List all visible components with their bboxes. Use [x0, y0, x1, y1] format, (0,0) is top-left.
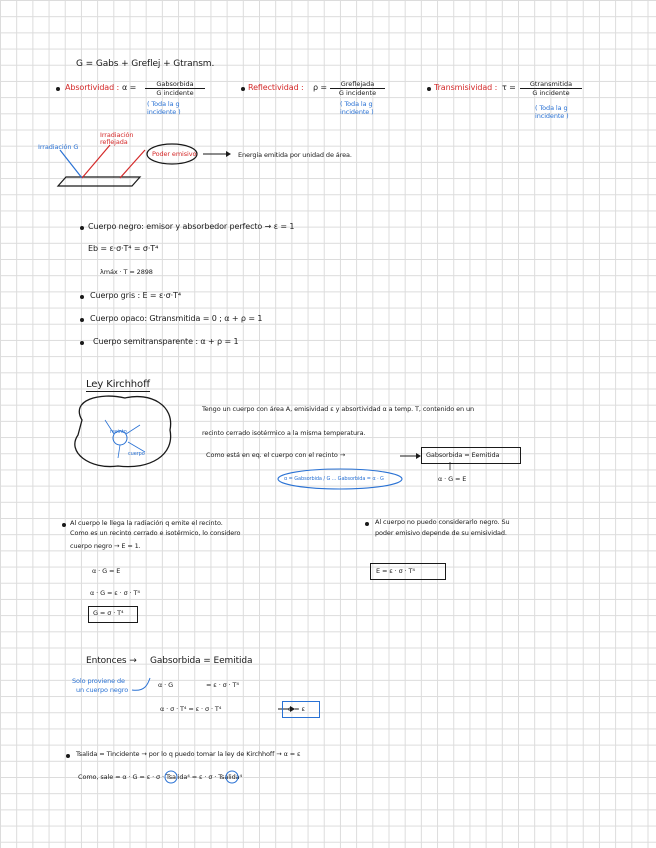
left-block-eq1: α · G = E — [92, 567, 121, 575]
energia-text: Energía emitida por unidad de área. — [238, 151, 352, 159]
transmisividad-symbol: τ = — [502, 83, 516, 92]
transmisividad-label: Transmisividad : — [434, 83, 498, 92]
eb-equation: Eb = ε·σ·T⁴ = σ·T⁴ — [88, 244, 159, 253]
reflectividad-note: ( Toda la g incidente ) — [340, 100, 374, 116]
final-line2: Como, sale = α · G = ε · σ · Tsalida⁴ = ε · σ · Tsalida⁴ — [78, 773, 243, 781]
kirchhoff-title: Ley Kirchhoff — [86, 379, 150, 390]
kirchhoff-box-equation: Gabsorbida = Eemitida — [426, 451, 500, 459]
right-block-line1: Al cuerpo no puedo considerarlo negro. Su — [375, 518, 510, 526]
entonces-eq1-left: α · G — [158, 681, 174, 689]
reflectividad-symbol: ρ = — [313, 83, 328, 92]
kirchhoff-para3: Como está en eq. el cuerpo con el recinto → — [206, 451, 346, 459]
cuerpo-label: cuerpo — [128, 451, 145, 457]
left-block-line1: Al cuerpo le llega la radiación q emite el recinto. — [70, 519, 223, 527]
transmisividad-note: ( Toda la g incidente ) — [535, 104, 569, 120]
right-block-eq: E = ε · σ · T⁴ — [376, 567, 415, 575]
left-block-line3: cuerpo negro → E = 1. — [70, 542, 141, 550]
entonces-eq-head: Gabsorbida = Eemitida — [150, 656, 253, 666]
transmisividad-numerator: Gtransmitida — [520, 80, 582, 89]
entonces-blue-note2: un cuerpo negro — [76, 686, 129, 694]
cuerpo-opaco-line: Cuerpo opaco: Gtransmitida = 0 ; α + ρ = 1 — [90, 314, 263, 323]
absortividad-label: Absortividad : — [65, 83, 120, 92]
reflected-label: Irradiación reflejada — [100, 131, 134, 146]
entonces-head: Entonces → — [86, 656, 137, 666]
right-block-line2: poder emisivo depende de su emisividad. — [375, 529, 507, 537]
left-block-eq3: G = σ · T⁴ — [93, 609, 124, 617]
irradiacion-label: Irradiación G — [38, 143, 79, 151]
recinto-label: recinto — [110, 429, 127, 435]
reflectividad-numerator: Greflejada — [330, 80, 385, 89]
entonces-eq2: α · σ · T⁴ = ε · σ · T⁴ — [160, 705, 222, 713]
cuerpo-semitransparente-line: Cuerpo semitransparente : α + ρ = 1 — [93, 337, 239, 346]
entonces-blue-note1: Solo proviene de — [72, 677, 125, 685]
reflectividad-denominator: G incidente — [338, 89, 377, 97]
left-block-line2: Como es un recinto cerrado e isotérmico, lo considero — [70, 529, 241, 537]
cuerpo-negro-line: Cuerpo negro: emisor y absorbedor perfecto → ε = 1 — [88, 222, 295, 231]
kirchhoff-para2: recinto cerrado isotérmico a la misma temperatura. — [202, 429, 366, 437]
poder-emisivo-label: Poder emisivo — [152, 150, 197, 158]
entonces-result: α = ε — [288, 705, 305, 713]
absortividad-note: ( Toda la g incidente ) — [147, 100, 181, 116]
cuerpo-gris-line: Cuerpo gris : E = ε·σ·T⁴ — [90, 291, 181, 300]
kirchhoff-result: α · G = E — [438, 475, 467, 483]
wien-law: λmáx · T = 2898 — [100, 268, 153, 276]
heading-equation: G = Gabs + Greflej + Gtransm. — [76, 59, 215, 69]
kirchhoff-para1: Tengo un cuerpo con área A, emisividad ε y absortividad α a temp. T, contenido en un — [202, 405, 475, 413]
absortividad-symbol: α = — [122, 83, 137, 92]
kirchhoff-blue-equation: α = Gabsorbida / G ... Gabsorbida = α · G — [284, 476, 384, 482]
final-line1: Tsalida = Tincidente → por lo q puedo tomar la ley de Kirchhoff → α = ε — [76, 750, 301, 758]
absortividad-denominator: G incidente — [156, 89, 194, 97]
reflectividad-label: Reflectividad : — [248, 83, 304, 92]
transmisividad-denominator: G incidente — [532, 89, 570, 97]
absortividad-numerator: Gabsorbida — [145, 80, 205, 89]
entonces-eq1-right: = ε · σ · T⁴ — [206, 681, 239, 689]
left-block-eq2: α · G = ε · σ · T⁴ — [90, 589, 140, 597]
